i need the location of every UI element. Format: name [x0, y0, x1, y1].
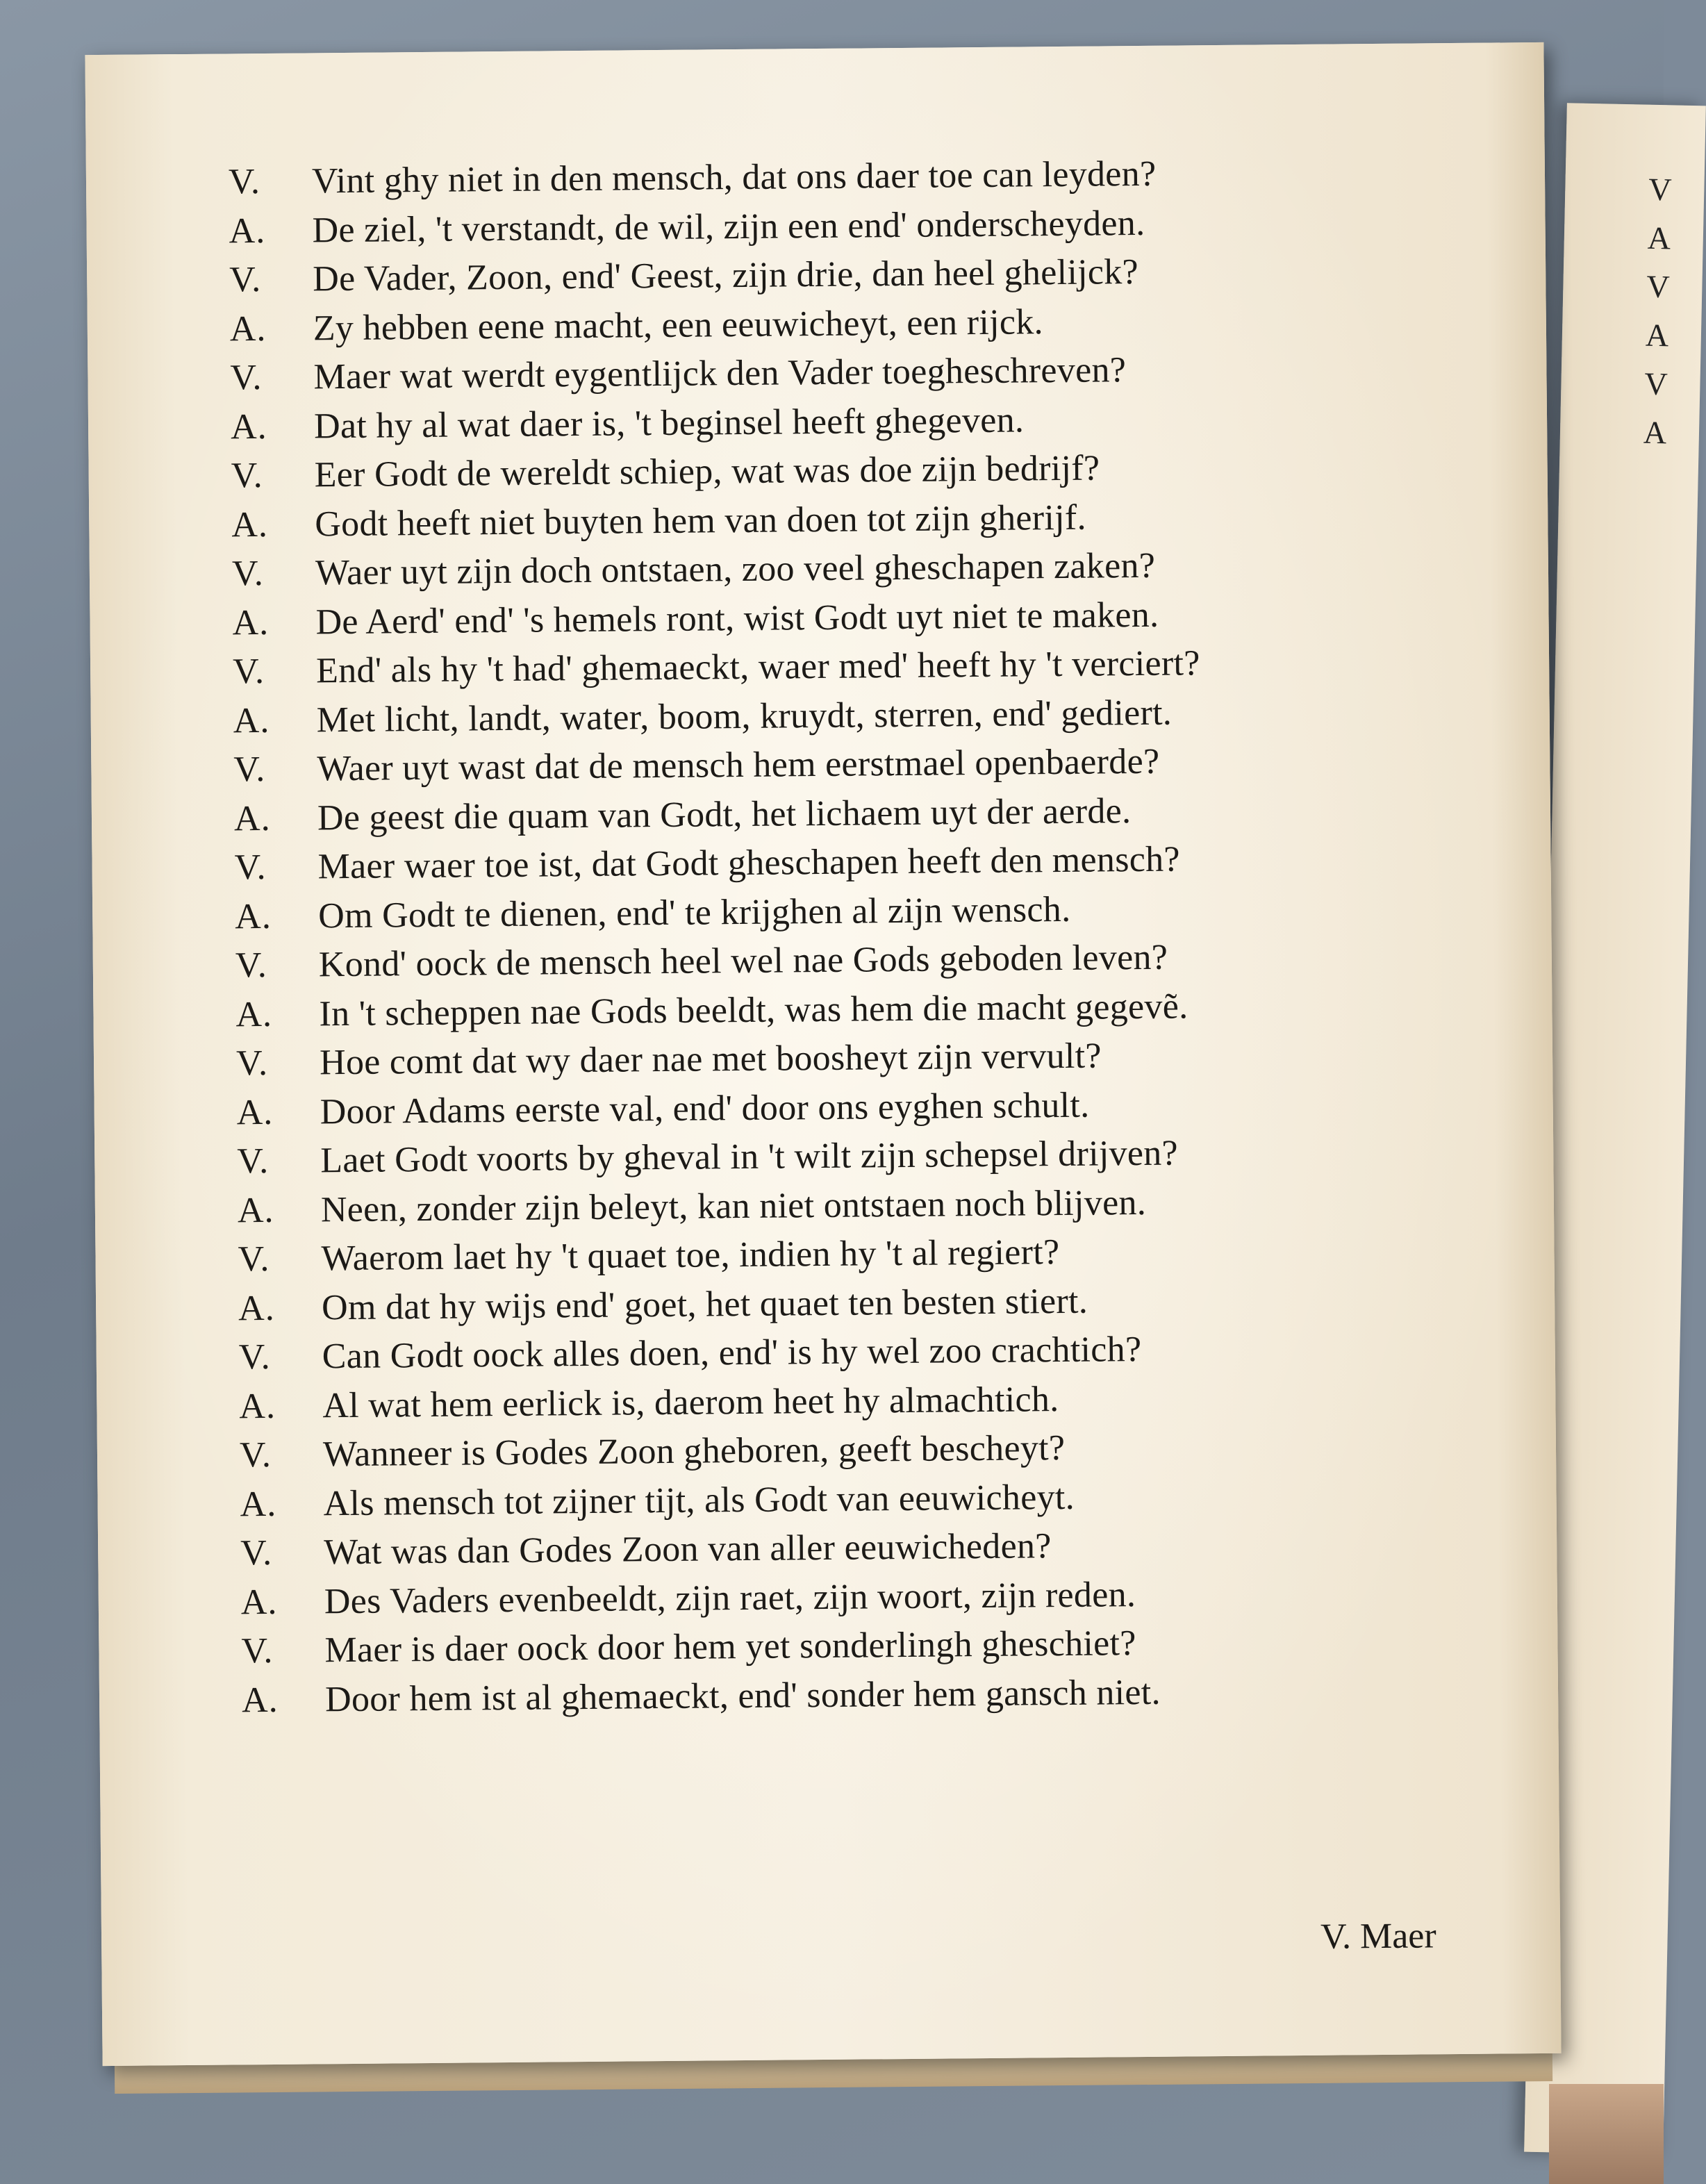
speaker-label: V.: [231, 456, 263, 496]
line-text: Vint ghy niet in den mensch, dat ons daer toe can leyden?: [311, 154, 1157, 201]
line-text: De geest die quam van Godt, het lichaem uyt der aerde.: [317, 791, 1132, 838]
line-text: Wat was dan Godes Zoon van aller eeuwicheden?: [323, 1526, 1052, 1573]
line-text: Can Godt oock alles doen, end' is hy wel zoo crachtich?: [322, 1330, 1142, 1377]
speaker-label: V.: [238, 1239, 270, 1280]
speaker-label: A.: [231, 504, 269, 545]
line-text: De Vader, Zoon, end' Geest, zijn drie, dan heel ghelijck?: [312, 251, 1139, 299]
speaker-label: A.: [229, 308, 267, 349]
line-text: Des Vaders evenbeeldt, zijn raet, zijn woort, zijn reden.: [324, 1574, 1136, 1621]
line-text: Als mensch tot zijner tijt, als Godt van eeuwicheyt.: [323, 1477, 1075, 1523]
line-text: In 't scheppen nae Gods beeldt, was hem die macht gegevẽ.: [319, 986, 1189, 1034]
speaker-label: A.: [233, 700, 270, 741]
line-text: Waer uyt zijn doch ontstaen, zoo veel gheschapen zaken?: [315, 545, 1156, 593]
facing-page-letter: A: [1643, 414, 1667, 451]
line-text: Kond' oock de mensch heel wel nae Gods geboden leven?: [318, 937, 1168, 985]
facing-page-letter: V: [1643, 365, 1668, 402]
speaker-label: V.: [238, 1337, 271, 1378]
speaker-label: A.: [229, 210, 266, 251]
printed-page: [85, 42, 1561, 2066]
line-text: De Aerd' end' 's hemels ront, wist Godt uyt niet te maken.: [315, 595, 1159, 642]
speaker-label: A.: [240, 1484, 277, 1524]
facing-page-letter: V: [1646, 268, 1671, 305]
line-text: Godt heeft niet buyten hem van doen tot zijn gherijf.: [315, 497, 1087, 544]
line-text: Maer waer toe ist, dat Godt gheschapen heeft den mensch?: [317, 839, 1181, 887]
line-text: Al wat hem eerlick is, daerom heet hy almachtich.: [322, 1379, 1059, 1425]
line-text: Wanneer is Godes Zoon gheboren, geeft bescheyt?: [322, 1428, 1066, 1475]
line-text: Door Adams eerste val, end' door ons eyghen schult.: [320, 1085, 1090, 1132]
line-text: Hoe comt dat wy daer nae met boosheyt zijn vervult?: [319, 1036, 1102, 1083]
speaker-label: V.: [237, 1141, 270, 1182]
speaker-label: A.: [238, 1288, 275, 1328]
line-text: Maer is daer oock door hem yet sonderlingh gheschiet?: [324, 1623, 1136, 1671]
line-text: Waer uyt wast dat de mensch hem eerstmael openbaerde?: [317, 741, 1160, 789]
speaker-label: V.: [239, 1434, 272, 1475]
speaker-label: A.: [233, 798, 271, 838]
speaker-label: V.: [230, 358, 263, 398]
line-text: Zy hebben eene macht, een eeuwicheyt, een rijck.: [313, 301, 1044, 348]
speaker-label: A.: [234, 896, 272, 936]
line-text: De ziel, 't verstandt, de wil, zijn een end' onderscheyden.: [312, 203, 1145, 250]
facing-page-letter: A: [1647, 220, 1671, 256]
speaker-label: V.: [231, 554, 265, 594]
line-text: Laet Godt voorts by gheval in 't wilt zijn schepsel drijven?: [320, 1133, 1179, 1181]
line-text: Door hem ist al ghemaeckt, end' sonder hem gansch niet.: [324, 1672, 1161, 1719]
book-edge: [1549, 2084, 1664, 2184]
line-text: Neen, zonder zijn beleyt, kan niet ontstaen noch blijven.: [320, 1182, 1147, 1230]
dialogue-lines: [229, 147, 1562, 1725]
line-text: Dat hy al wat daer is, 't beginsel heeft ghegeven.: [313, 399, 1025, 446]
line-text: Eer Godt de wereldt schiep, wat was doe zijn bedrijf?: [314, 448, 1100, 495]
speaker-label: V.: [240, 1532, 273, 1573]
facing-page-letter: A: [1645, 317, 1669, 354]
line-text: Om dat hy wijs end' goet, het quaet ten besten stiert.: [321, 1281, 1088, 1327]
line-text: Maer wat werdt eygentlijck den Vader toegheschreven?: [313, 350, 1127, 397]
speaker-label: V.: [228, 162, 261, 202]
speaker-label: A.: [241, 1680, 279, 1720]
speaker-label: A.: [237, 1190, 274, 1230]
speaker-label: V.: [241, 1630, 274, 1671]
speaker-label: V.: [229, 260, 262, 300]
speaker-label: A.: [232, 602, 270, 643]
line-text: Om Godt te dienen, end' te krijghen al zijn wensch.: [317, 889, 1071, 936]
speaker-label: V.: [234, 847, 267, 888]
facing-page-letter: V: [1648, 171, 1673, 208]
speaker-label: A.: [239, 1386, 276, 1426]
speaker-label: V.: [235, 1043, 269, 1084]
speaker-label: V.: [233, 749, 266, 790]
speaker-label: A.: [235, 994, 273, 1034]
speaker-label: A.: [230, 406, 267, 447]
line-text: Waerom laet hy 't quaet toe, indien hy 't al regiert?: [321, 1232, 1060, 1279]
speaker-label: V.: [232, 651, 265, 692]
speaker-label: V.: [235, 945, 267, 986]
catchword: V. Maer: [1320, 1916, 1436, 1957]
speaker-label: A.: [236, 1092, 274, 1132]
line-text: Met licht, landt, water, boom, kruydt, sterren, end' gediert.: [316, 693, 1173, 740]
speaker-label: A.: [240, 1582, 278, 1622]
line-text: End' als hy 't had' ghemaeckt, waer med' heeft hy 't verciert?: [315, 643, 1200, 691]
